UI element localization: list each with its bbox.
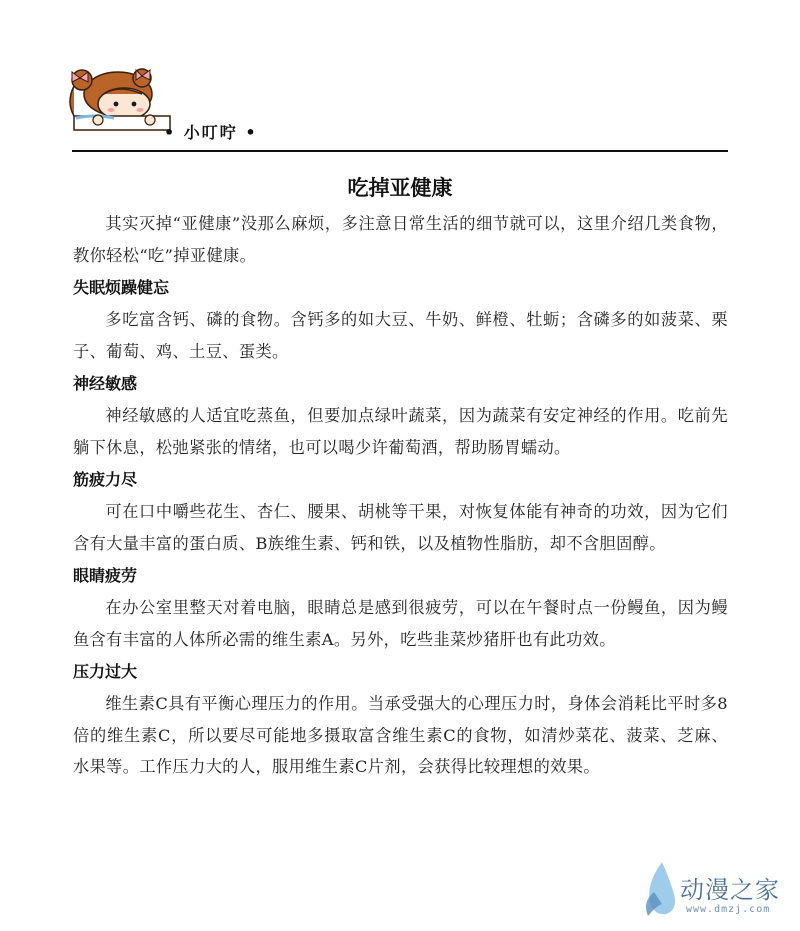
- section-heading: 神经敏感: [73, 374, 138, 393]
- watermark-name: 动漫之家: [680, 876, 780, 904]
- section-paragraph: 神经敏感的人适宜吃蒸鱼，但要加点绿叶蔬菜，因为蔬菜有安定神经的作用。吃前先躺下休息，松弛紧张的情绪，也可以喝少许葡萄酒，帮助肠胃蠕动。: [73, 406, 728, 457]
- section-heading: 失眠烦躁健忘: [73, 278, 170, 297]
- watermark-url: www.dmzj.com: [686, 904, 771, 915]
- section-paragraph: 可在口中嚼些花生、杏仁、腰果、胡桃等干果，对恢复体能有神奇的功效，因为它们含有大量丰富的蛋白质、B族维生素、钙和铁，以及植物性脂肪，却不含胆固醇。: [73, 502, 728, 553]
- column-brand: • 小叮咛 •: [164, 123, 258, 142]
- section-heading: 压力过大: [73, 662, 138, 681]
- girl-mascot-icon: [64, 68, 174, 138]
- article-title: 吃掉亚健康: [347, 176, 453, 200]
- page-header: [64, 68, 728, 154]
- intro-paragraph: 其实灭掉“亚健康”没那么麻烦，多注意日常生活的细节就可以，这里介绍几类食物，教你轻松“吃”掉亚健康。: [73, 214, 728, 265]
- section-heading: 眼睛疲劳: [73, 566, 138, 585]
- header-rule: [72, 150, 728, 152]
- section-heading: 筋疲力尽: [73, 470, 138, 489]
- section-paragraph: 多吃富含钙、磷的食物。含钙多的如大豆、牛奶、鲜橙、牡蛎；含磷多的如菠菜、栗子、葡萄、鸡、土豆、蛋类。: [73, 310, 728, 361]
- section-paragraph: 在办公室里整天对着电脑，眼睛总是感到很疲劳，可以在午餐时点一份鳗鱼，因为鳗鱼含有丰富的人体所必需的维生素A。另外，吃些韭菜炒猪肝也有此功效。: [73, 598, 728, 649]
- section-paragraph: 维生素C具有平衡心理压力的作用。当承受强大的心理压力时，身体会消耗比平时多8倍的维生素C，所以要尽可能地多摄取富含维生素C的食物，如清炒菜花、菠菜、芝麻、水果等。工作压力大的人，服用维生素C片剂，会获得比较理想的效果。: [73, 694, 728, 776]
- article-body: [73, 208, 728, 783]
